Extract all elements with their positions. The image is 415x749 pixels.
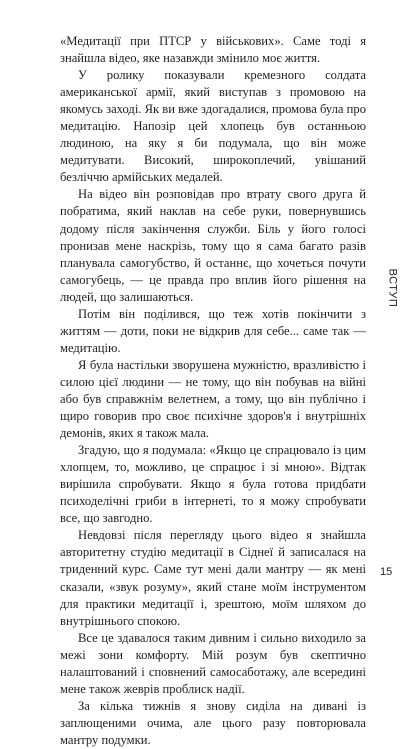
paragraph-5: Я була настільки зворушена мужністю, вразливістю і силою цієї людини — не тому, що він побував на війні або був справжнім велетнем, а тому, що він публічно і щиро говорив про своє психічне здоров'я і внутрішніх демонів, яких я також мала. <box>60 357 366 441</box>
body-text <box>60 33 366 749</box>
paragraph-7: Невдовзі після перегляду цього відео я знайшла авторитетну студію медитації в Сіднеї й записалася на триденний курс. Саме тут мені дали мантру — як мені сказали, «звук розуму», який стане моїм інструментом для практики медитації і, зрештою, моїм шляхом до внутрішнього спокою. <box>60 528 366 628</box>
paragraph-9: За кілька тижнів я знову сиділа на дивані із заплющеними очима, але цього разу повторювала мантру подумки. <box>60 698 366 747</box>
paragraph-8: Все це здавалося таким дивним і сильно виходило за межі зони комфорту. Мій розум був скептично налаштований і сповнений самосаботажу, але всередині мене також жеврів проблиск надії. <box>60 630 366 696</box>
paragraph-4: Потім він поділився, що теж хотів покінчити з життям — доти, поки не відкрив для себе... саме так — медитацію. <box>60 306 366 355</box>
paragraph-6: Згадую, що я подумала: «Якщо це спрацювало із цим хлопцем, то, можливо, це спрацює і зі мною». Відтак вирішила спробувати. Якщо я була готова придбати психоделічні гриби в інтернеті, то я можу спробувати все, що завгодно. <box>60 443 366 526</box>
paragraph-3: На відео він розповідав про втрату свого друга й побратима, який наклав на себе руки, повернувшись додому після закінчення служби. Біль у його голосі пронизав мене наскрізь, тому що я сама багато разів планувала самогубство, й останнє, що хочеться почути самогубець, — це правда про вплив його рішення на людей, що залишаються. <box>60 187 366 304</box>
section-label <box>384 258 400 318</box>
paragraph-2: У ролику показували кремезного солдата американської армії, який виступав з промовою на якомусь заході. Як ви вже здогадалися, промова була про медитацію. Напозір цей хлопець був останньою людиною, на яку я би подумала, що він може медитувати. Високий, широкоплечий, увішаний безліччю армійських медалей. <box>60 68 366 185</box>
page-number: 15 <box>380 566 393 578</box>
section-label-text: ВСТУП <box>386 268 399 308</box>
paragraph-1: «Медитації при ПТСР у військових». Саме тоді я знайшла відео, яке назавжди змінило моє життя. <box>60 34 366 66</box>
